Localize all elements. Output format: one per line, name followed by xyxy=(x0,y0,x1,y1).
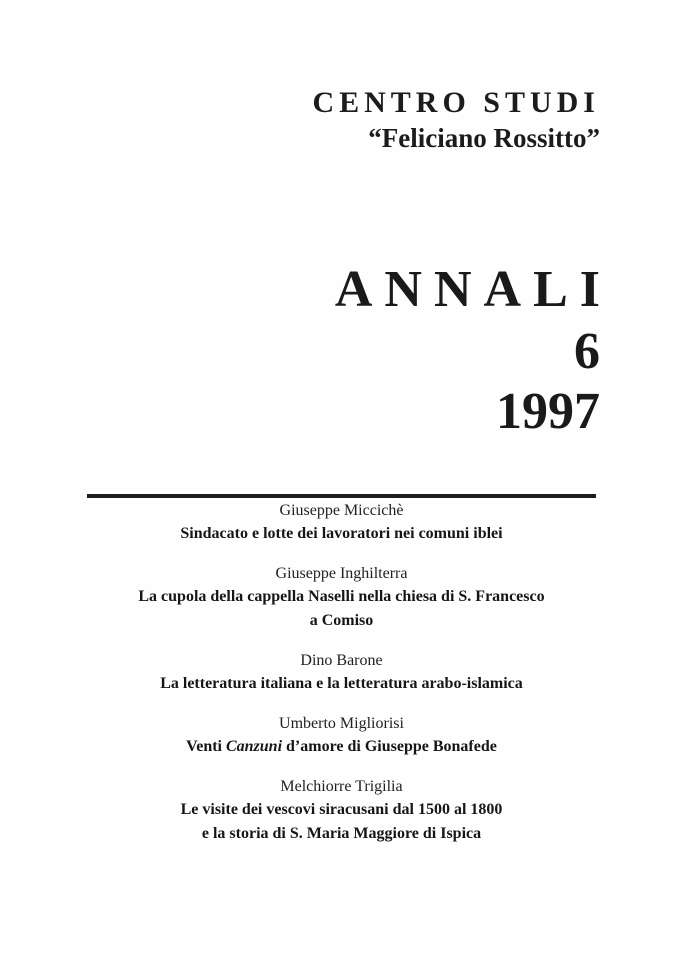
entry-title: La letteratura italiana e la letteratura arabo-islamica xyxy=(160,675,523,692)
entry-author: Umberto Migliorisi xyxy=(279,715,404,732)
entry-title-italic: Canzuni xyxy=(225,738,283,755)
entry-title: La cupola della cappella Naselli nella chiesa di S. Francesco xyxy=(138,588,545,605)
entry-title xyxy=(87,735,596,759)
institution-header xyxy=(312,86,600,154)
publication-year: 1997 xyxy=(496,383,600,440)
toc-entry xyxy=(87,776,596,846)
toc-entry xyxy=(87,650,596,696)
entry-author: Dino Barone xyxy=(300,652,383,669)
institution-namesake: “Feliciano Rossitto” xyxy=(368,123,600,153)
entry-title-continued: a Comiso xyxy=(309,612,374,629)
volume-number: 6 xyxy=(574,323,600,380)
publication-heading xyxy=(334,260,612,440)
entry-title-suffix: d’amore di Giuseppe Bonafede xyxy=(282,738,497,755)
entry-title-continued: e la storia di S. Maria Maggiore di Ispica xyxy=(201,825,482,842)
institution-name: CENTRO STUDI xyxy=(312,86,600,119)
table-of-contents xyxy=(87,500,596,863)
entry-title: Sindacato e lotte dei lavoratori nei comuni iblei xyxy=(180,525,503,542)
entry-title: Le visite dei vescovi siracusani dal 1500 al 1800 xyxy=(180,801,503,818)
entry-title-prefix: Venti xyxy=(186,738,226,755)
toc-entry xyxy=(87,563,596,633)
toc-entry xyxy=(87,500,596,546)
entry-author: Giuseppe Inghilterra xyxy=(275,565,408,582)
toc-entry xyxy=(87,713,596,759)
entry-author: Giuseppe Miccichè xyxy=(279,502,404,519)
entry-author: Melchiorre Trigilia xyxy=(280,778,403,795)
divider-rule xyxy=(87,494,596,498)
series-title: ANNALI xyxy=(334,261,612,318)
